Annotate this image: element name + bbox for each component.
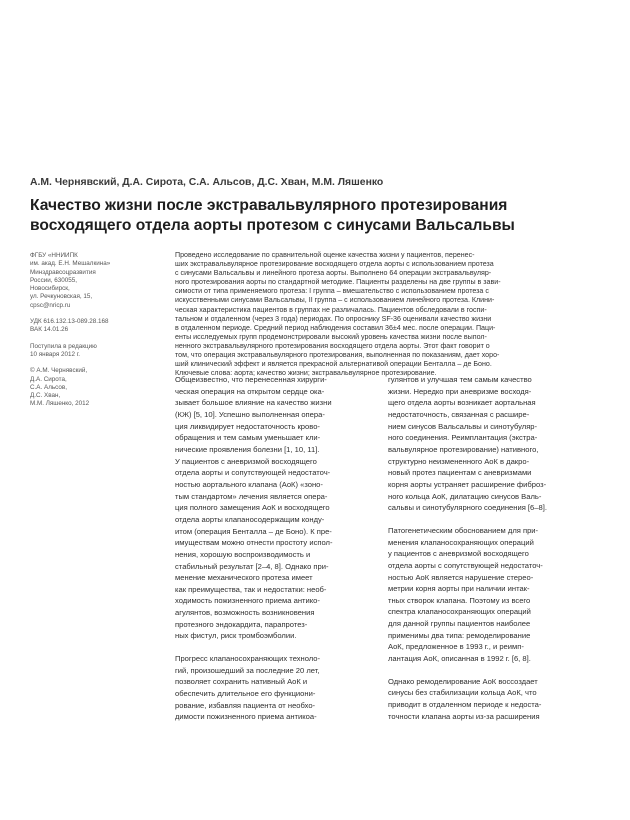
article-title	[30, 196, 605, 236]
text-line: ВАК 14.01.26	[30, 326, 69, 334]
text-line: 10 января 2012 г.	[30, 350, 81, 358]
text-line: итом (операция Бенталла – де Боно). К пре-	[175, 526, 332, 536]
paragraph	[388, 374, 584, 514]
text-line: протезного эндокардита, парапротез-	[175, 619, 308, 629]
text-line: недостаточность, связанная с расшире-	[388, 409, 530, 419]
copyright	[30, 367, 170, 408]
text-line: Новосибирск,	[30, 285, 70, 293]
text-line: ного протезирования аорты по стандартной методике. Пациенты разделены на две группы в зави-	[175, 278, 501, 287]
text-line: гулянтов и улучшая тем самым качество	[388, 375, 532, 384]
text-line: ностью АоК является нарушение стерео-	[388, 572, 534, 582]
article-authors: А.М. Чернявский, Д.А. Сирота, С.А. Альсов, Д.С. Хван, М.М. Ляшенко	[30, 177, 384, 188]
text-line: Д.А. Сирота,	[30, 375, 67, 383]
text-line: структурно неизмененного АоК в дакро-	[388, 456, 530, 466]
text-line: cpsc@nricp.ru	[30, 301, 71, 309]
text-line: стабильный результат [2–4, 8]. Однако при-	[175, 561, 329, 571]
article-sidebar	[30, 252, 170, 409]
text-line: искусственными синусами Вальсальвы, II группа – с использованием линейного протеза. Клини-	[175, 296, 495, 305]
text-line: ФГБУ «ННИИПК	[30, 252, 78, 259]
text-line: для данной группы пациентов наиболее	[388, 619, 531, 629]
text-line: сальвы и синотубулярного соединения [6–8].	[388, 503, 547, 513]
text-line: корня аорты устраняет расширение фиброз-	[388, 479, 547, 489]
text-line: енты исследуемых групп продемонстрировали высокий уровень качества жизни после выпол-	[175, 332, 487, 341]
text-line: АоК, предложенное в 1993 г., и реимп-	[388, 642, 524, 652]
text-line: нием синусов Вальсальвы и синотубуляр-	[388, 421, 538, 431]
text-line: нения, хорошую воспроизводимость и	[175, 549, 311, 559]
text-line: отдела аорты с сопутствующей недостаточ-	[388, 560, 543, 570]
text-line: как преимущества, так и недостатки: необ-	[175, 584, 327, 594]
text-line: симости от типа применяемого протеза: I группа – вмешательство с использованием протеза с	[175, 287, 489, 296]
text-line: Прогресс клапаносохраняющих техноло-	[175, 654, 321, 664]
text-line: ходимость пожизненного приема антико-	[175, 596, 320, 606]
text-line: ных фистул, риск тромбоэмболии.	[175, 631, 297, 641]
received-date	[30, 343, 170, 360]
text-line: ческая характеристика пациентов в группах не различалась. Пациентов обследовали в госпи-	[175, 305, 487, 314]
text-line: Минздравсоцразвития	[30, 268, 96, 276]
paragraph	[388, 676, 584, 723]
text-line: России, 630055,	[30, 276, 78, 284]
affiliation	[30, 252, 170, 310]
text-line: зывает большое влияние на качество жизни	[175, 398, 332, 408]
text-line: У пациентов с аневризмой восходящего	[175, 456, 317, 466]
body-column-left	[175, 374, 371, 723]
text-line: ший клинический эффект и является прекрасной альтернативой операции Бенталла – де Боно.	[175, 360, 492, 369]
text-line: восходящего отдела аорты протезом с синусами Вальсальвы	[30, 217, 515, 234]
paragraph	[388, 525, 584, 665]
text-line: ностью аортального клапана (АоК) «зоно-	[175, 479, 323, 489]
text-line: им. акад. Е.Н. Мешалкина»	[30, 260, 111, 268]
text-line: отдела аорты клапаносодержащим конду-	[175, 514, 325, 524]
text-line: Поступила в редакцию	[30, 342, 97, 350]
text-line: Проведено исследование по сравнительной оценке качества жизни у пациентов, перенес-	[175, 251, 475, 259]
text-line: точности клапана аорты из-за расширения	[388, 711, 540, 721]
text-line: обеспечить длительное его функциони-	[175, 689, 316, 699]
text-line: ция полного замещения АоК и восходящего	[175, 503, 330, 513]
text-line: у пациентов с аневризмой восходящего	[388, 549, 529, 559]
text-line: менения клапаносохраняющих операций	[388, 537, 534, 547]
text-line: щего отдела аорты возникает аортальная	[388, 398, 536, 408]
text-line: приводит в отдаленном периоде к недоста-	[388, 700, 542, 710]
text-line: © А.М. Чернявский,	[30, 367, 88, 375]
text-line: метрии корня аорты при наличии интак-	[388, 584, 530, 594]
text-line: отдела аорты и сопутствующей недостаточ-	[175, 468, 331, 478]
text-line: ул. Речкуновская, 15,	[30, 293, 93, 301]
text-line: тных створок клапана. Поэтому из всего	[388, 595, 531, 605]
text-line: том, что операция экстравальвулярного протезирования, выполненная по показаниям, дает хоро-	[175, 351, 500, 360]
body-column-right	[388, 374, 584, 722]
text-line: Однако ремоделирование АоК воссоздает	[388, 676, 538, 686]
text-line: ного кольца АоК, дилатацию синусов Валь-	[388, 491, 542, 501]
text-line: обращения и тем самым уменьшает кли-	[175, 433, 321, 443]
text-line: с синусами Вальсальвы и линейного протеза аорты. Выполнено 64 операции экстравальвуляр-	[175, 269, 492, 278]
text-line: ного соединения. Реимплантация (экстра-	[388, 433, 538, 443]
text-line: имуществам можно отнести простоту испол-	[175, 538, 333, 548]
text-line: ция ликвидирует недостаточность крово-	[175, 421, 320, 431]
text-line: ших экстравальвулярное протезирование восходящего отдела аорты с использованием протеза	[175, 260, 494, 269]
text-line: нические проявления болезни [1, 10, 11].	[175, 444, 320, 454]
text-line: спектра клапаносохраняющих операций	[388, 607, 531, 617]
text-line: ческая операция на открытом сердце ока-	[175, 386, 325, 396]
text-line: рование, избавляя пациента от необхо-	[175, 700, 316, 710]
text-line: Д.С. Хван,	[30, 392, 61, 400]
text-line: лантация АоК, описанная в 1992 г. [6, 8].	[388, 654, 531, 664]
text-line: вальвулярное протезирование) нативного,	[388, 444, 539, 454]
text-line: новый протез пациентам с аневризмами	[388, 468, 532, 478]
classification-codes	[30, 318, 170, 335]
text-line: УДК 616.132.13-089.28.168	[30, 318, 109, 326]
text-line: применимы два типа: ремоделирование	[388, 630, 531, 640]
paragraph	[175, 374, 371, 642]
text-line: синусы без стабилизации кольца АоК, что	[388, 688, 537, 698]
text-line: димости пожизненного приема антикоа-	[175, 712, 317, 722]
text-line: агулянтов, возможность возникновения	[175, 608, 315, 618]
text-line: Ключевые слова: аорта; качество жизни; экстравальвулярное протезирование.	[175, 369, 437, 378]
text-line: гий, произошедший за последние 20 лет,	[175, 665, 320, 675]
text-line: Общеизвестно, что перенесенная хирурги-	[175, 375, 327, 384]
text-line: М.М. Ляшенко, 2012	[30, 400, 90, 408]
text-line: менение механического протеза имеет	[175, 573, 313, 583]
text-line: позволяет сохранить нативный АоК и	[175, 677, 308, 687]
text-line: тым стандартом» лечения является опера-	[175, 491, 328, 501]
text-line: Патогенетическим обоснованием для при-	[388, 525, 539, 535]
text-line: ненного экстравальвулярного протезирования восходящего отдела аорты. Этот факт говорит о	[175, 341, 490, 350]
text-line: тальном и отдаленном (через 3 года) периодах. По опроснику SF-36 оценивали качество жизни	[175, 314, 492, 323]
abstract	[175, 251, 595, 378]
text-line: жизни. Нередко при аневризме восходя-	[388, 386, 532, 396]
text-line: в отдаленном периоде. Средний период наблюдения составил 36±4 мес. после операции. Паци-	[175, 323, 496, 332]
paragraph	[175, 653, 371, 723]
text-line: Качество жизни после экстравальвулярного протезирования	[30, 197, 508, 214]
text-line: С.А. Альсов,	[30, 383, 67, 391]
text-line: (КЖ) [5, 10]. Успешно выполненная опера-	[175, 409, 325, 419]
